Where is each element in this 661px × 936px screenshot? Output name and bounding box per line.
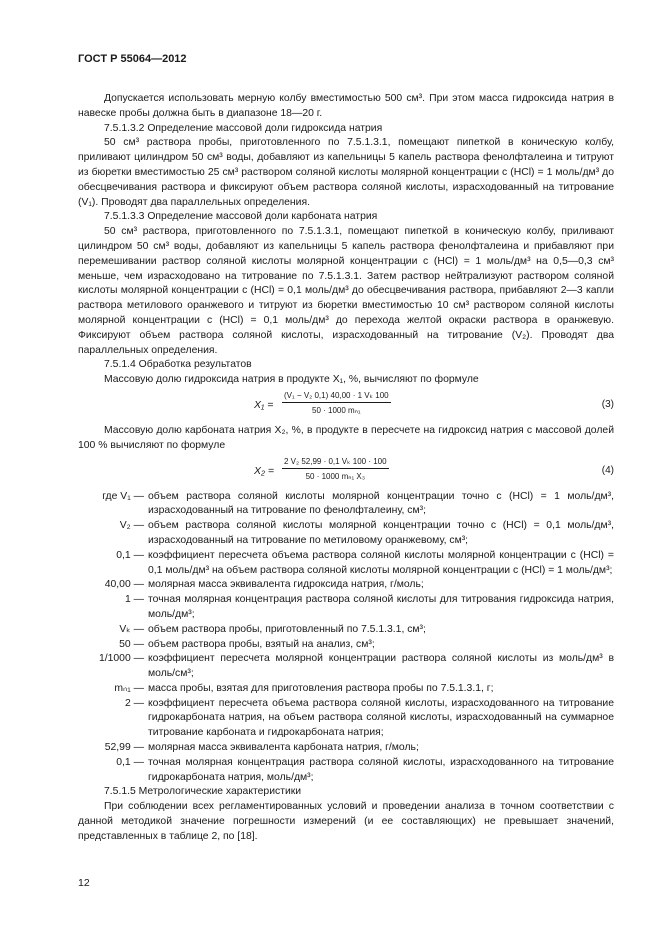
definition-row — [78, 741, 614, 756]
definition-text: коэффициент пересчета объема раствора соляной кислоты, израсходованного на титрование гидрокарбоната натрия, на объем раствора соляной кислоты, израсходованный на суммарное титрование карбоната и гидрокарбоната натрия; — [148, 697, 614, 739]
definition-text: объем раствора пробы, приготовленный по 7.5.1.3.1, см³; — [148, 623, 426, 635]
section-heading-7-5-1-4: 7.5.1.4 Обработка результатов — [104, 359, 252, 371]
section-heading-7-5-1-5: 7.5.1.5 Метрологические характеристики — [104, 786, 302, 798]
definition-symbol: V₂ — — [119, 520, 144, 532]
definition-symbol: 0,1 — — [116, 756, 144, 768]
definition-symbol: 50 — — [119, 638, 144, 650]
paragraph-volumetric-flask: Допускается использовать мерную колбу вместимостью 500 см³. При этом масса гидроксида натрия в навеске пробы должна быть в диапазоне 18—20 г. — [78, 93, 614, 119]
document-header: ГОСТ Р 55064—2012 — [78, 53, 187, 65]
definition-row — [78, 638, 614, 653]
definition-text: коэффициент пересчета объема раствора соляной кислоты молярной концентрации c (HCl) = 0,1 моль/дм³ на объем раствора соляной кислоты молярной концентрации c (HCl) = 1 моль/дм³; — [148, 549, 614, 576]
formula-4-numerator: 2 V₂ 52,99 · 0,1 Vₖ 100 · 100 — [282, 456, 389, 469]
section-heading-7-5-1-3-3: 7.5.1.3.3 Определение массовой доли карбоната натрия — [104, 211, 378, 223]
definition-row — [78, 519, 614, 549]
formula-4-lhs: X₂ = — [254, 464, 275, 477]
formula-4-fraction — [282, 456, 389, 482]
formula-3 — [78, 390, 614, 422]
definition-text: точная молярная концентрация раствора соляной кислоты, израсходованного на титрование гидрокарбоната натрия, моль/дм³; — [148, 756, 614, 783]
formula-3-number: (3) — [601, 398, 614, 410]
definition-text: объем раствора соляной кислоты молярной концентрации точно c (HCl) = 1 моль/дм³, израсходованный на титрование по фенолфталеину, см³; — [148, 490, 614, 517]
document-body — [78, 92, 614, 845]
definition-symbol: 0,1 — — [116, 549, 144, 561]
variable-definitions — [78, 490, 614, 786]
section-heading-7-5-1-3-2: 7.5.1.3.2 Определение массовой доли гидроксида натрия — [104, 122, 383, 134]
paragraph-naoh-procedure: 50 см³ раствора пробы, приготовленного по 7.5.1.3.1, помещают пипеткой в коническую колбу, приливают цилиндром 50 см³ воды, добавляют из капельницы 5 капель раствора фенолфталеина и титруют из бюретки вместимостью 25 см³ раствором соляной кислоты молярной концентрации c (HCl) = 1 моль/дм³ до обесцвечивания раствора и фиксируют объем раствора соляной кислоты, израсходованный на титрование (V₁). Проводят два параллельных определения. — [78, 137, 614, 208]
definition-text: молярная масса эквивалента карбоната натрия, г/моль; — [148, 742, 419, 754]
definition-row — [78, 490, 614, 520]
formula-3-numerator: (V₁ − V₂ 0,1) 40,00 · 1 Vₖ 100 — [282, 390, 391, 403]
formula-3-fraction — [282, 390, 391, 416]
definition-row — [78, 623, 614, 638]
definition-text: точная молярная концентрация раствора соляной кислоты для титрования гидроксида натрия, моль/дм³; — [148, 594, 614, 620]
definition-symbol: 40,00 — — [104, 579, 144, 591]
definition-symbol: 1 — — [124, 594, 144, 606]
paragraph-x2-intro: Массовую долю карбоната натрия X₂, %, в продукте в пересчете на гидроксид натрия с массовой долей 100 % вычисляют по формуле — [78, 424, 614, 451]
definition-symbol: 2 — — [124, 697, 144, 709]
paragraph-na2co3-procedure: 50 см³ раствора, приготовленного по 7.5.1.3.1, помещают пипеткой в коническую колбу, приливают цилиндром 50 см³ воды, добавляют из капельницы 5 капель раствора фенолфталеина и прибавляют при перемешивании раствор соляной кислоты молярной концентрации c (HCl) = 1 моль/дм³ на 0,5—0,3 см³ меньше, чем израсходовано на титрование по 7.5.1.3.1. Затем раствор нейтрализуют раствором соляной кислоты молярной концентрации c (HCl) = 0,1 моль/дм³ до обесцвечивания раствора, прибавляют 2—3 капли раствора метилового оранжевого и титруют из бюретки вместимостью 10 см³ раствором соляной кислоты молярной концентрации c (HCl) = 0,1 моль/дм³ до перехода желтой окраски раствора в оранжевую. Фиксируют объем раствора соляной кислоты, израсходованный на титрование (V₂). Проводят два параллельных определения. — [78, 226, 614, 356]
definition-row — [78, 756, 614, 786]
paragraph-metrology: При соблюдении всех регламентированных условий и проведении анализа в точном соответствии с данной методикой значение погрешности измерений (и ее составляющих) не превышает значений, представленных в таблице 2, по [18]. — [78, 801, 614, 842]
definition-row — [78, 593, 614, 623]
definition-row — [78, 549, 614, 579]
page-number: 12 — [78, 877, 90, 889]
formula-4-denominator: 50 · 1000 mₙ₁ X₃ — [305, 471, 365, 481]
definition-text: масса пробы, взятая для приготовления раствора пробы по 7.5.1.3.1, г; — [148, 682, 494, 694]
formula-4-number: (4) — [601, 464, 614, 476]
definition-text: объем раствора соляной кислоты молярной концентрации точно c (HCl) = 0,1 моль/дм³, израсходованный на титрование по метиловому оранжевому, см³; — [148, 520, 614, 546]
formula-3-denominator: 50 · 1000 mₙ₁ — [312, 405, 361, 415]
paragraph-x1-intro: Массовую долю гидроксида натрия в продукте X₁, %, вычисляют по формуле — [104, 374, 479, 386]
definition-symbol: Vₖ — — [119, 623, 144, 635]
definition-text: молярная масса эквивалента гидроксида натрия, г/моль; — [148, 579, 424, 591]
definition-row — [78, 682, 614, 697]
definition-row — [78, 697, 614, 741]
definition-text: коэффициент пересчета молярной концентрации раствора соляной кислоты из моль/дм³ в моль/см³; — [148, 653, 614, 680]
definition-symbol: 52,99 — — [104, 742, 144, 754]
definition-symbol: где V₁ — — [102, 490, 144, 502]
definition-symbol: 1/1000 — — [98, 653, 144, 665]
definition-text: объем раствора пробы, взятый на анализ, см³; — [148, 638, 375, 650]
formula-4 — [78, 456, 614, 488]
formula-3-lhs: X₁ = — [254, 398, 274, 411]
definition-row — [78, 652, 614, 682]
definition-row — [78, 578, 614, 593]
definition-symbol: mₙ₁ — — [114, 682, 144, 694]
